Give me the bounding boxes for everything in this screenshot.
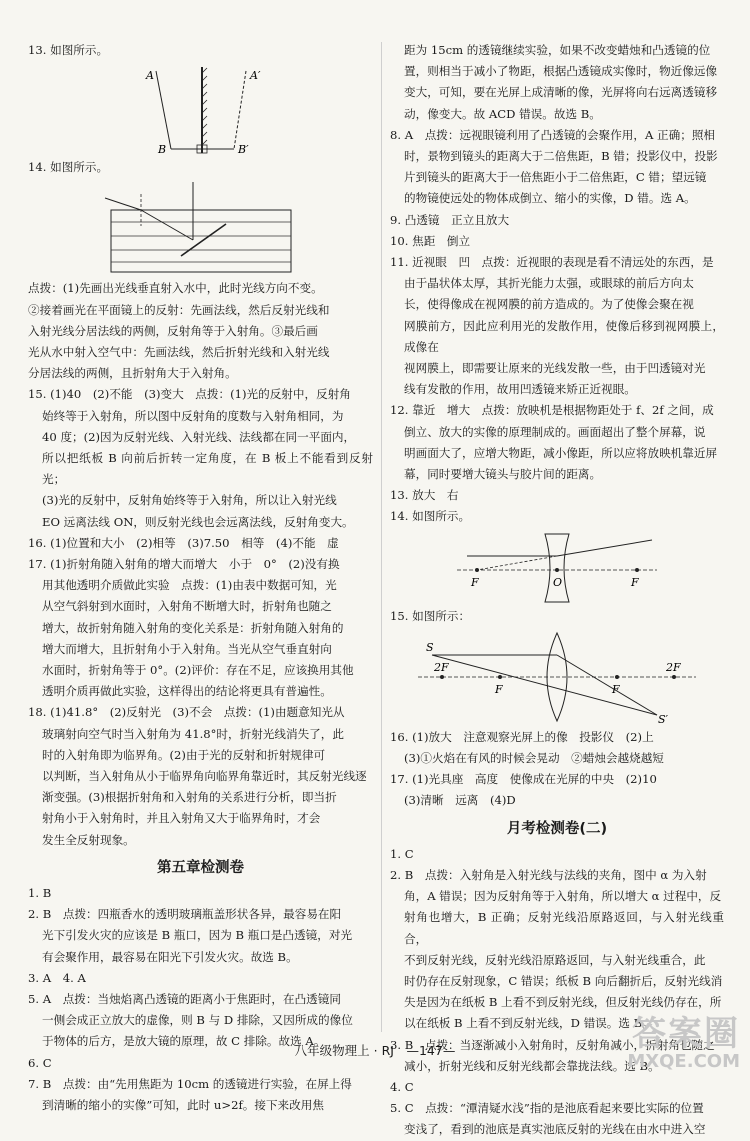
c17-line-1: 17. (1)光具座 高度 使像成在光屏的中央 (2)10 <box>390 772 657 787</box>
q13-ray-a2 <box>234 71 246 149</box>
c17-line-2: (3)清晰 远离 (4)D <box>404 793 516 808</box>
m5-line-1: 5. C 点拨：“潭清疑水浅”指的是池底看起来要比实际的位置 <box>390 1101 704 1116</box>
q18-line-2: 玻璃射向空气时当入射角为 41.8°时，折射光线消失了，此 <box>42 726 344 741</box>
q15-line-2: 始终等于入射角，所以图中反射角的度数与入射角相同，为 <box>42 408 344 423</box>
c8-line-3: 片到镜头的距离大于一倍焦距小于二倍焦距，C 错；望远镜 <box>404 170 707 185</box>
q14-mirror <box>181 224 226 256</box>
q18-line-3: 时的入射角即为临界角。(2)由于光的反射和折射规律可 <box>42 747 326 762</box>
m2-line-5: 时仍存在反射现象，C 错误；纸板 B 向后翻折后，反射光线消 <box>404 973 723 988</box>
q17-line-2: 用其他透明介质做此实验 点拨：(1)由表中数据可知，光 <box>42 578 337 593</box>
c15-label-f-right: F <box>612 682 620 696</box>
c5-line-3: 于物体的后方，是放大镜的原理，故 C 排除。故选 A。 <box>42 1034 326 1049</box>
m2-line-7: 以在纸板 B 上看不到反射光线，D 错误。选 B。 <box>404 1016 654 1031</box>
c15-label-2f-right: 2F <box>666 660 681 674</box>
q14-tip-5: 分居法线的两侧，且折射角大于入射角。 <box>28 366 237 381</box>
q17-line-1: 17. (1)折射角随入射角的增大而增大 小于 0° (2)没有换 <box>28 557 340 572</box>
c15-label-f-left: F <box>495 682 503 696</box>
c6-line: 6. C <box>28 1055 52 1070</box>
right-column <box>390 40 724 1141</box>
column-divider <box>381 42 382 1032</box>
c14-label-o: O <box>553 575 563 589</box>
c15-heading: 15. 如图所示： <box>390 608 471 623</box>
c2-line-3: 有会聚作用，最容易在阳光下引发火灾。故选 B。 <box>42 949 298 964</box>
c15-convex-lens-figure <box>412 629 702 725</box>
c3-line: 3. A 4. A <box>28 970 86 985</box>
c13-line: 13. 放大 右 <box>390 488 459 503</box>
watermark-logo <box>627 1014 740 1073</box>
m3-line-1: 3. B 点拨：当逐渐减小入射角时，反射角减小，折射角也随之 <box>390 1037 715 1052</box>
q17-line-6: 水面时，折射角等于 0°。(2)评价：存在不足，应该换用其他 <box>42 663 354 678</box>
c5-line-2: 一侧会成正立放大的虚像，则 B 与 D 排除，又因所成的像位 <box>42 1013 353 1028</box>
q18-line-6: 射角小于入射角时，并且入射角又大于临界角时，才会 <box>42 811 321 826</box>
c12-line-3: 明画面大了，应增大物距，减小像距，所以应将放映机靠近屏 <box>404 445 718 460</box>
watermark-line-1: 答案圈 <box>632 1014 740 1055</box>
c9-line: 9. 凸透镜 正立且放大 <box>390 212 510 227</box>
q18-line-4: 以判断，当入射角从小于临界角向临界角靠近时，其反射光线逐 <box>42 769 367 784</box>
c11-line-1: 11. 近视眼 凹 点拨：近视眼的表现是看不清远处的东西，是 <box>390 255 714 270</box>
m2-line-2: 角，A 错误；因为反射角等于入射角，所以增大 α 过程中，反 <box>404 889 722 904</box>
c11-line-4: 网膜前方，因此应利用光的发散作用，使像后移到视网膜上，成像在 <box>404 318 724 354</box>
m2-line-1: 2. B 点拨：入射角是入射光线与法线的夹角，图中 α 为入射 <box>390 867 707 882</box>
q17-line-5: 增大而增大，且折射角小于入射角。当光从空气垂直射向 <box>42 641 332 656</box>
q17-line-4: 增大，故折射角随入射角的变化关系是：折射角随入射角的 <box>42 620 344 635</box>
c14-heading: 14. 如图所示。 <box>390 509 471 524</box>
q14-tip-3: 入射光线分居法线的两侧，反射角等于入射角。③最后画 <box>28 323 318 338</box>
c8-line-1: 8. A 点拨：远视眼镜利用了凸透镜的会聚作用，A 正确；照相 <box>390 127 716 142</box>
q15-line-4: 所以把纸板 B 向前后折转一定角度，在 B 板上不能看到反射光； <box>42 451 373 487</box>
monthly-test-2-title: 月考检测卷(二) <box>506 820 608 837</box>
q14-heading: 14. 如图所示。 <box>28 160 109 175</box>
q13-label-a: A <box>145 69 154 83</box>
q14-tip-2: ②接着画光在平面镜上的反射：先画法线，然后反射光线和 <box>28 302 330 317</box>
q18-line-7: 发生全反射现象。 <box>42 832 135 847</box>
page-footer: 八年级物理上 · RJ —147— <box>294 1043 456 1058</box>
c11-line-3: 长，使得像成在视网膜的前方造成的。为了使像会聚在视 <box>404 297 694 312</box>
c14-label-f2: F <box>631 575 639 589</box>
c7-cont-4: 动，像变大。故 ACD 错误。故选 B。 <box>404 106 601 121</box>
watermark-line-2: MXQE.COM <box>627 1051 740 1073</box>
c8-line-2: 时，景物到镜头的距离大于二倍焦距，B 错；投影仪中，投影 <box>404 149 718 164</box>
m2-line-4: 不到反射光线，反射光线沿原路返回，与入射光线重合，此 <box>404 952 706 967</box>
q16-line: 16. (1)位置和大小 (2)相等 (3)7.50 相等 (4)不能 虚 <box>28 535 339 550</box>
q15-line-3: 40 度；(2)因为反射光线、入射光线、法线都在同一平面内， <box>42 429 356 444</box>
m4-line: 4. C <box>390 1079 414 1094</box>
q15-line-1: 15. (1)40 (2)不能 (3)变大 点拨：(1)光的反射中，反射角 <box>28 387 351 402</box>
q13-ray-a <box>156 71 171 149</box>
c8-line-4: 的物镜使远处的物体成倒立、缩小的实像，D 错。选 A。 <box>404 191 696 206</box>
m5-line-2: 变浅了，看到的池底是真实池底反射的光线在由水中进入空 <box>404 1122 706 1137</box>
q18-line-1: 18. (1)41.8° (2)反射光 (3)不会 点拨：(1)由题意知光从 <box>28 705 345 720</box>
q14-tip-4: 光从水中射入空气中：先画法线，然后折射光线和入射光线 <box>28 345 330 360</box>
q13-label-b: B <box>157 143 166 156</box>
c7-line-2: 到清晰的缩小的实像”可知，此时 u>2f。接下来改用焦 <box>42 1097 324 1112</box>
c7-cont-2: 置，则相当于减小了物距，根据凸透镜成实像时，物近像远像 <box>404 64 718 79</box>
c12-line-4: 幕，同时要增大镜头与胶片间的距离。 <box>404 467 602 482</box>
c12-line-2: 倒立、放大的实像的原理制成的。画面超出了整个屏幕，说 <box>404 424 706 439</box>
c16-line-2: (3)①火焰在有风的时候会晃动 ②蜡烛会越烧越短 <box>404 751 664 766</box>
c7-cont-3: 变大，可知，要在光屏上成清晰的像，光屏将向右远离透镜移 <box>404 85 718 100</box>
c15-label-s: S <box>426 640 434 654</box>
q15-line-5: (3)光的反射中，反射角始终等于入射角，所以让入射光线 <box>42 493 337 508</box>
c11-line-6: 线有发散的作用，故用凹透镜来矫正近视眼。 <box>404 382 636 397</box>
m2-line-3: 射角也增大，B 正确；反射光线沿原路返回，与入射光线重合， <box>404 910 724 946</box>
q13-label-a2: A′ <box>249 69 260 83</box>
c2-line-1: 2. B 点拨：四瓶香水的透明玻璃瓶盖形状各异，最容易在阳 <box>28 907 342 922</box>
m1-line: 1. C <box>390 846 414 861</box>
c14-label-f: F <box>471 575 479 589</box>
q18-line-5: 渐变强。(3)根据折射角和入射角的关系进行分析，即当折 <box>42 790 337 805</box>
m2-line-6: 失是因为在纸板 B 上看不到反射光线，但反射光线仍存在，所 <box>404 995 722 1010</box>
c15-label-2f-left: 2F <box>434 660 449 674</box>
left-column <box>28 40 373 1116</box>
q17-line-3: 从空气斜射到水面时，入射角不断增大时，折射角也随之 <box>42 599 332 614</box>
c14-concave-lens-figure <box>447 530 667 604</box>
q15-line-6: EO 远离法线 ON，则反射光线也会远离法线，反射角变大。 <box>42 514 354 529</box>
c5-line-1: 5. A 点拨：当烛焰离凸透镜的距离小于焦距时，在凸透镜同 <box>28 991 341 1006</box>
c16-line-1: 16. (1)放大 注意观察光屏上的像 投影仪 (2)上 <box>390 729 654 744</box>
chapter5-title: 第五章检测卷 <box>157 859 244 876</box>
c2-line-2: 光下引发火灾的应该是 B 瓶口，因为 B 瓶口是凸透镜，对光 <box>42 928 353 943</box>
q13-heading: 13. 如图所示。 <box>28 43 109 57</box>
c12-line-1: 12. 靠近 增大 点拨：放映机是根据物距处于 f、2f 之间，成 <box>390 403 714 418</box>
q13-label-b2: B′ <box>237 143 249 156</box>
c7-line-1: 7. B 点拨：由“先用焦距为 10cm 的透镜进行实验，在屏上得 <box>28 1076 352 1091</box>
q17-line-7: 透明介质再做此实验，这样得出的结论将更具有普遍性。 <box>42 684 332 699</box>
q14-water-figure <box>101 180 301 276</box>
c10-line: 10. 焦距 倒立 <box>390 233 471 248</box>
c15-label-s2: S′ <box>658 712 669 725</box>
c11-line-2: 由于晶状体太厚，其折光能力太强，或眼球的前后方向太 <box>404 276 694 291</box>
q13-mirror-figure <box>126 63 276 155</box>
c11-line-5: 视网膜上，即需要让原来的光线发散一些，由于凹透镜对光 <box>404 361 706 376</box>
c7-cont-1: 距为 15cm 的透镜继续实验，如果不改变蜡烛和凸透镜的位 <box>404 43 711 57</box>
m3-line-2: 减小，折射光线和反射光线都会靠拢法线。选 B。 <box>404 1058 660 1073</box>
q14-tip-1: 点拨：(1)先画出光线垂直射入水中，此时光线方向不变。 <box>28 281 323 296</box>
c1-line: 1. B <box>28 885 52 900</box>
